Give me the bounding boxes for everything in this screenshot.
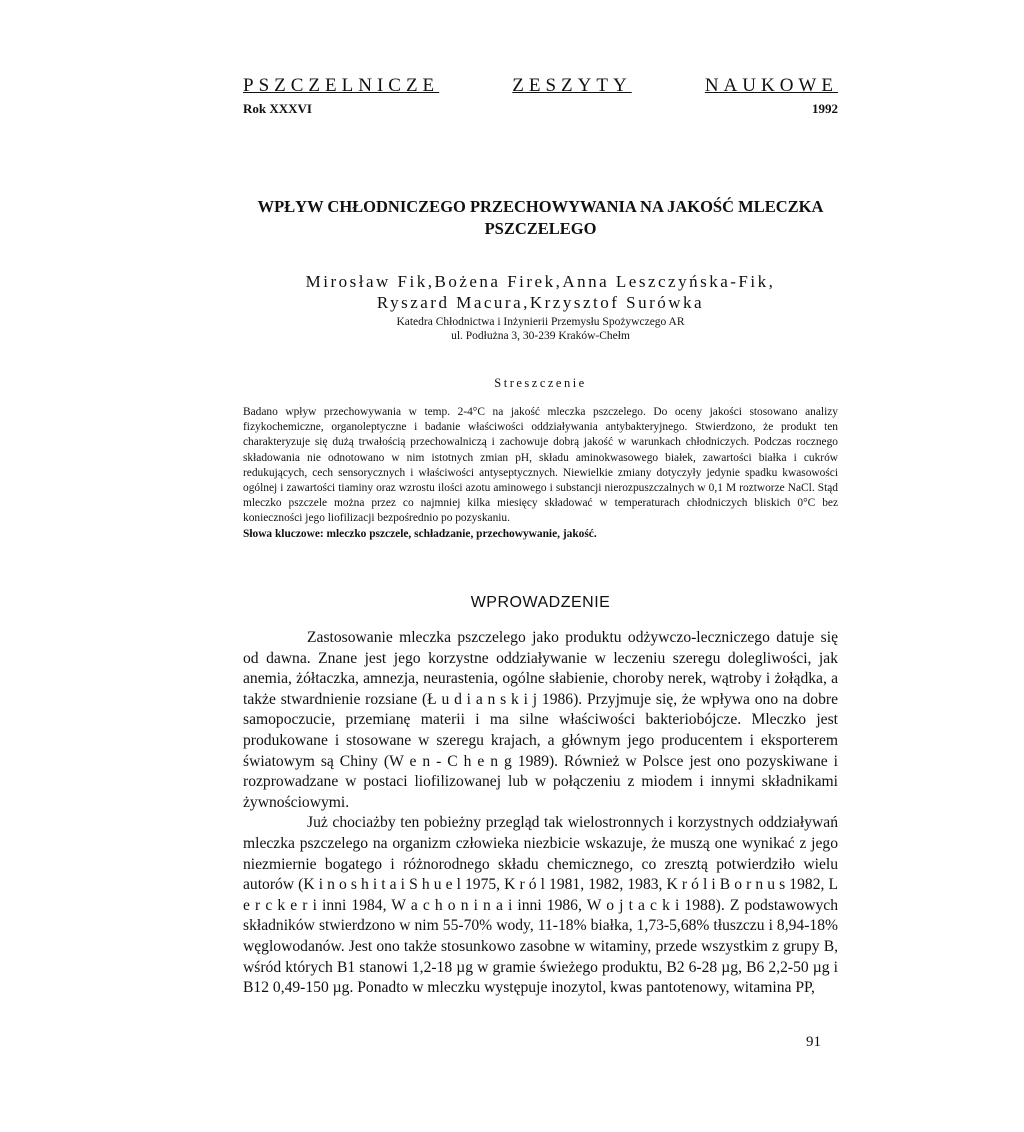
journal-volume-line: [243, 101, 838, 117]
authors-line-2: Ryszard Macura,Krzysztof Surówka: [376, 293, 705, 312]
journal-title-word-2: ZESZYTY: [512, 75, 632, 96]
abstract-heading: Streszczenie: [494, 376, 587, 390]
article-title: [243, 196, 838, 240]
abstract-text: Badano wpływ przechowywania w temp. 2-4°C na jakość mleczka pszczelego. Do oceny jakości stosowano analizy fizykochemiczne, organoleptyczne i badanie właściwości oddziaływania antybakteryjnego. Stwierdzono, że produkt ten charakteryzuje się dużą trwałością przechowalniczą i zachowuje dobrą jakość w warunkach chłodniczych. Podczas rocznego składowania nie odnotowano w nim istotnych zmian pH, składu aminokwasowego białek, zawartości białka i cukrów redukujących, cech sensorycznych i właściwości antyseptycznych. Niewielkie zmiany dotyczyły jedynie spadku kwasowości ogólnej i zawartości tiaminy oraz wzrostu ilości azotu aminowego i substancji nierozpuszczalnych w 0,1 M roztworze NaCl. Stąd mleczko pszczele można przez co najmniej kilka miesięcy składować w temperaturach chłodniczych bliskich 0°C bez konieczności jego liofilizacji bezpośrednio po pozyskaniu.: [243, 406, 838, 525]
journal-title: [243, 74, 838, 98]
affiliation-line-1: Katedra Chłodnictwa i Inżynierii Przemysłu Spożywczego AR: [396, 316, 685, 328]
journal-year: 1992: [812, 101, 838, 116]
affiliation-line-2: ul. Podłużna 3, 30-239 Kraków-Chełm: [451, 330, 630, 342]
journal-volume: Rok XXXVI: [243, 101, 312, 116]
abstract-keywords: Słowa kluczowe: mleczko pszczele, schładzanie, przechowywanie, jakość.: [243, 527, 597, 540]
page-number: 91: [806, 1034, 821, 1050]
section-heading: WPROWADZENIE: [470, 594, 611, 611]
introduction-paragraph-2: Już chociażby ten pobieżny przegląd tak wielostronnych i korzystnych oddziaływań mleczka pszczelego na organizm człowieka niezbicie wskazuje, że muszą one wynikać z jego niezmiernie bogatego i różnorodnego składu chemicznego, co zresztą potwierdziło wielu autorów (K i n o s h i t a i S h u e l 1975, K r ó l 1981, 1982, 1983, K r ó l i B o r n u s 1982, L e r c k e r i inni 1984, W a c h o n i n a i inni 1986, W o j t a c k i 1988). Z podstawowych składników stwierdzono w nim 55-70% wody, 11-18% białka, 1,73-5,68% tłuszczu i 8,94-18% węglowodanów. Jest ono także stosunkowo zasobne w witaminy, przede wszystkim z grupy B, wśród których B1 stanowi 1,2-18 µg w gramie świeżego produktu, B2 6-28 µg, B6 2,2-50 µg i B12 0,49-150 µg. Ponadto w mleczku występuje inozytol, kwas pantotenowy, witamina PP,: [243, 814, 838, 997]
introduction-paragraph-1: Zastosowanie mleczka pszczelego jako produktu odżywczo-leczniczego datuje się od dawna. Znane jest jego korzystne oddziaływanie w leczeniu szeregu dolegliwości, jak anemia, żółtaczka, amnezja, neurastenia, ogólne słabienie, choroby nerek, wątroby i żołądka, a także stwardnienie rozsiane (Ł u d i a n s k i j 1986). Przyjmuje się, że wpływa ono na dobre samopoczucie, przemianę materii i ma silne właściwości bakteriobójcze. Mleczko jest produkowane i stosowane w szeregu krajach, a głównym jego producentem i eksporterem światowym są Chiny (W e n - C h e n g 1989). Również w Polsce jest ono pozyskiwane i rozprowadzane w postaci liofilizowanej lub w połączeniu z miodem i innymi składnikami żywnościowymi.: [243, 629, 838, 811]
journal-title-word-3: NAUKOWE: [704, 75, 838, 96]
affiliation: [243, 315, 838, 343]
introduction-body: [243, 628, 838, 999]
authors-line-1: Mirosław Fik,Bożena Firek,Anna Leszczyńska-Fik,: [305, 272, 776, 291]
article-title-line-1: WPŁYW CHŁODNICZEGO PRZECHOWYWANIA NA JAKOŚĆ MLECZKA: [257, 197, 824, 216]
author-list: [243, 271, 838, 313]
journal-title-word-1: PSZCZELNICZE: [243, 75, 440, 96]
article-title-line-2: PSZCZELEGO: [484, 219, 597, 238]
abstract: [243, 405, 838, 542]
